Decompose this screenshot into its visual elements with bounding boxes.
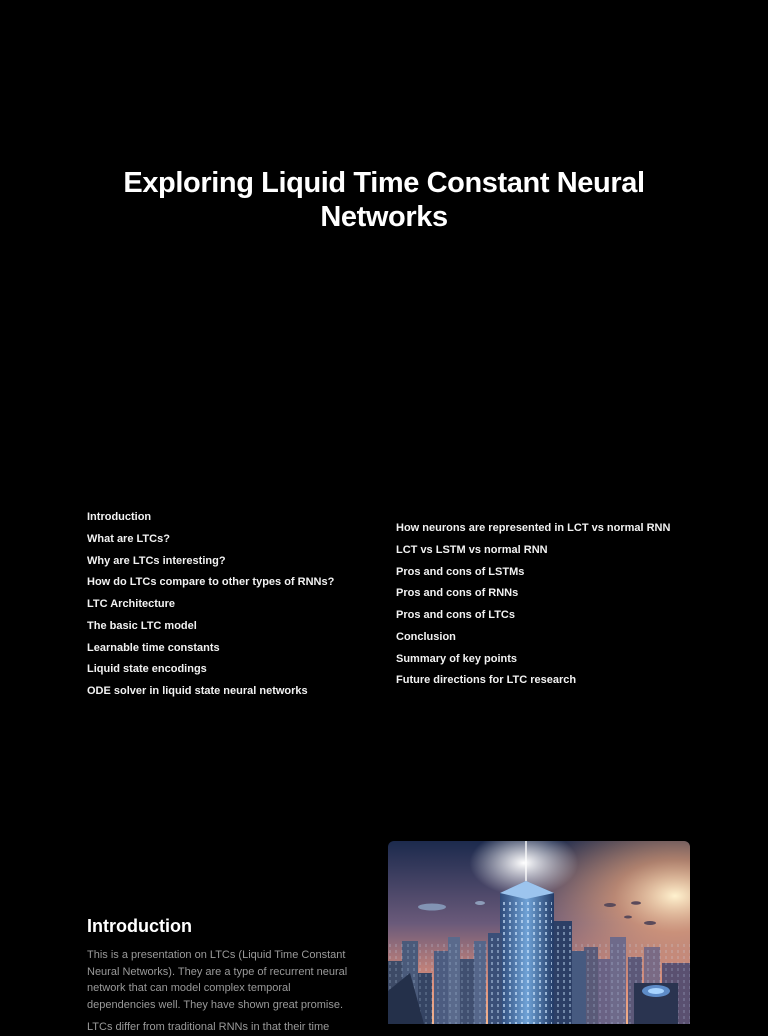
toc-item-pros-cons-ltcs[interactable]: Pros and cons of LTCs	[396, 609, 515, 621]
toc-right-column	[396, 518, 670, 692]
toc-item-learnable-time-constants[interactable]: Learnable time constants	[87, 641, 220, 654]
toc-item-basic-ltc-model[interactable]: The basic LTC model	[87, 619, 197, 632]
toc-item-future-directions[interactable]: Future directions for LTC research	[396, 674, 577, 687]
toc-item-introduction[interactable]: Introduction	[87, 511, 152, 523]
intro-line: dependencies well. They have shown great promise.	[87, 998, 344, 1011]
page-title: Exploring Liquid Time Constant Neural Networks	[123, 167, 645, 233]
toc-item-ltc-architecture[interactable]: LTC Architecture	[87, 598, 176, 610]
toc-item-conclusion[interactable]: Conclusion	[396, 630, 456, 643]
toc-item-lct-vs-lstm-vs-rnn[interactable]: LCT vs LSTM vs normal RNN	[396, 543, 548, 556]
intro-line: network that can model complex temporal	[87, 982, 291, 994]
toc-item-why-ltcs-interesting[interactable]: Why are LTCs interesting?	[87, 554, 226, 567]
intro-line: Neural Networks). They are a type of recurrent neural	[87, 965, 348, 978]
toc-item-liquid-state-encodings[interactable]: Liquid state encodings	[87, 663, 207, 676]
toc-item-what-are-ltcs[interactable]: What are LTCs?	[87, 532, 170, 545]
toc-item-neurons-representation[interactable]: How neurons are represented in LCT vs normal RNN	[396, 522, 671, 534]
toc-item-summary[interactable]: Summary of key points	[396, 652, 518, 665]
toc-item-pros-cons-lstms[interactable]: Pros and cons of LSTMs	[396, 565, 525, 578]
intro-paragraph	[87, 947, 359, 1036]
toc-item-pros-cons-rnns[interactable]: Pros and cons of RNNs	[396, 587, 519, 600]
toc-item-ode-solver[interactable]: ODE solver in liquid state neural networks	[87, 685, 308, 697]
intro-cut-line: LTCs differ from traditional RNNs in that their time	[87, 1021, 330, 1033]
toc-item-ltc-compare-rnns[interactable]: How do LTCs compare to other types of RNNs?	[87, 576, 335, 589]
futuristic-city-image	[388, 841, 690, 1024]
intro-heading: Introduction	[87, 916, 192, 936]
toc-left-column	[87, 507, 334, 703]
intro-line: This is a presentation on LTCs (Liquid Time Constant	[87, 949, 346, 961]
